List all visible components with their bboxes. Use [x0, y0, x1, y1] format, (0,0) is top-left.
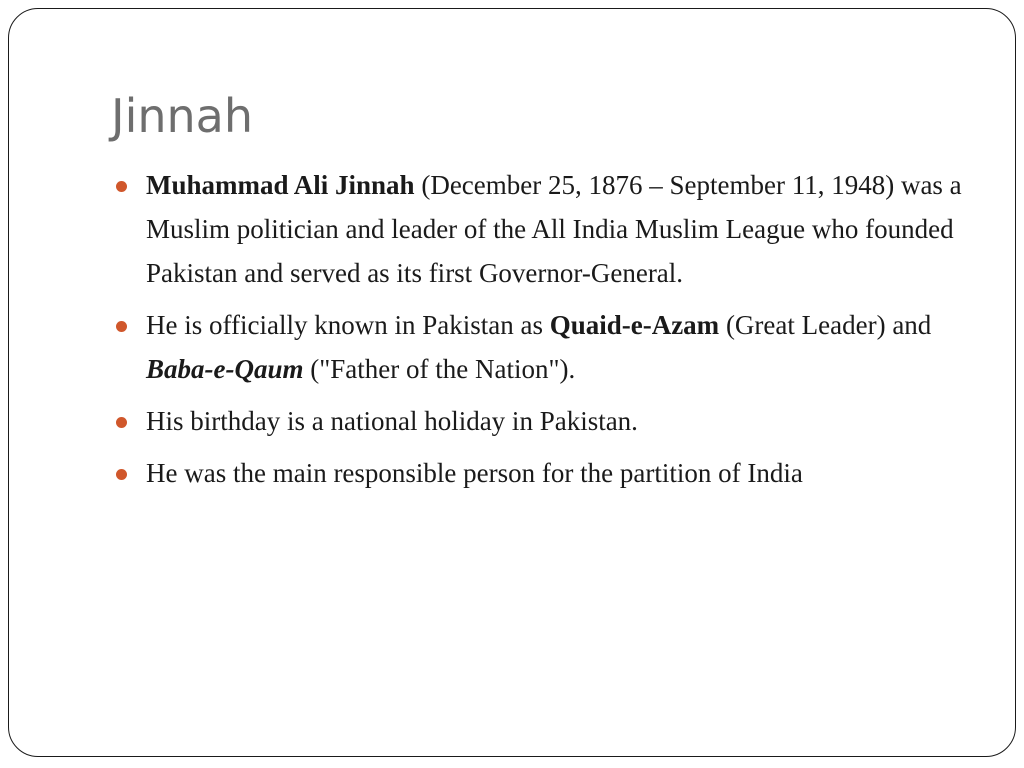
bullet-text: He is officially known in Pakistan as	[146, 310, 550, 340]
bullet-dot-icon	[116, 321, 127, 332]
bullet-dot-icon	[116, 417, 127, 428]
bullet-text: (Great Leader) and	[719, 310, 932, 340]
bullet-item	[113, 163, 973, 295]
bullet-item	[113, 451, 973, 495]
slide-title: Jinnah	[111, 89, 253, 143]
bullet-text: (December 25, 1876 – September 11, 1948) was a Muslim politician and leader of the All India Muslim League who founded Pakistan and served as its first Governor-General.	[146, 170, 962, 288]
bullet-item	[113, 303, 973, 391]
bullet-dot-icon	[116, 469, 127, 480]
bullet-dot-icon	[116, 181, 127, 192]
bullet-list	[113, 163, 973, 503]
bullet-text-bold: Quaid-e-Azam	[549, 310, 720, 340]
bullet-text: His birthday is a national holiday in Pakistan.	[146, 406, 638, 436]
bullet-text-bold: Muhammad Ali Jinnah	[146, 170, 415, 200]
bullet-item	[113, 399, 973, 443]
bullet-text: He was the main responsible person for the partition of India	[146, 458, 803, 488]
bullet-text-bold-italic: Baba-e-Qaum	[146, 354, 304, 384]
bullet-text: ("Father of the Nation").	[303, 354, 576, 384]
slide-frame	[8, 8, 1016, 757]
